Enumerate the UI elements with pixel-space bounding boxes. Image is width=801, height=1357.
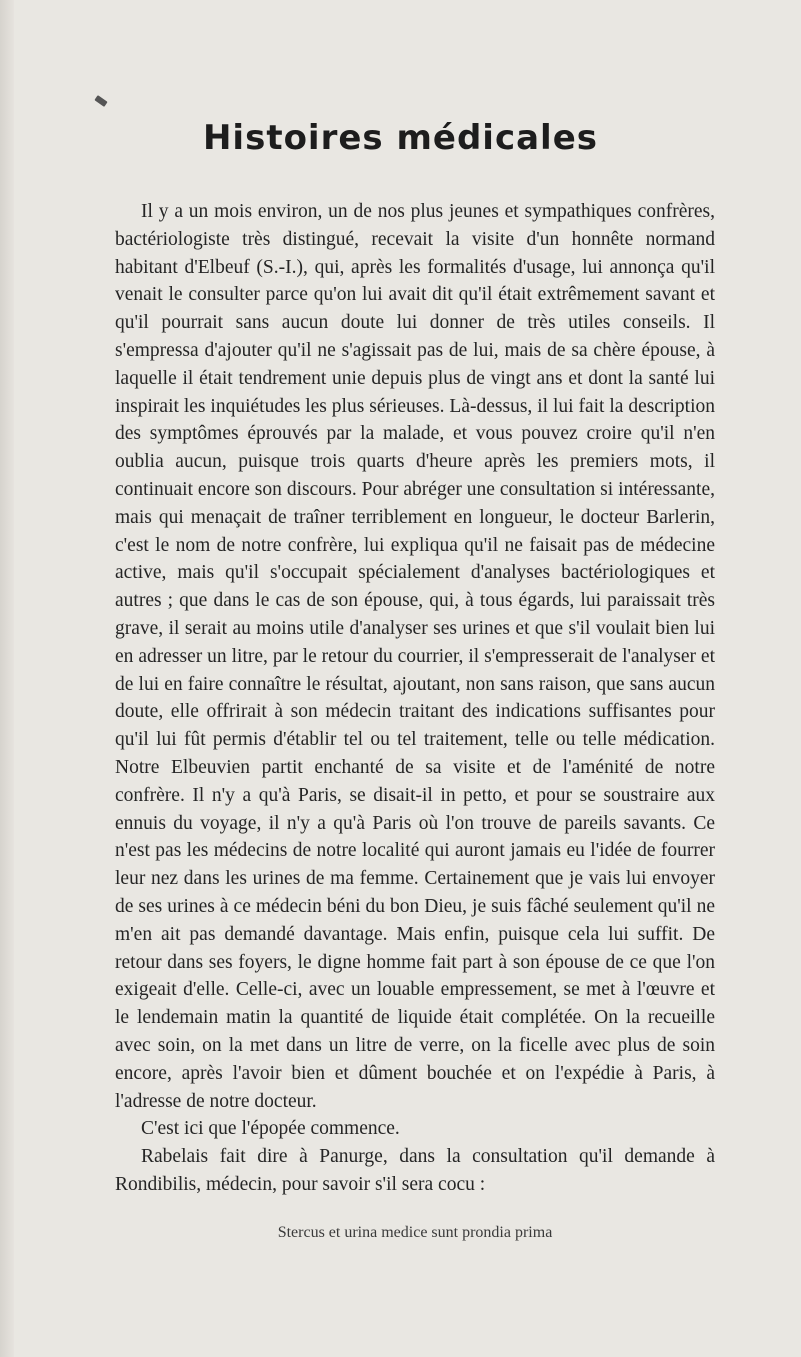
paragraph-1: Il y a un mois environ, un de nos plus jeunes et sympathiques confrères, bactériologiste très distingué, recevait la visite d'un honnête normand habitant d'Elbeuf (S.-I.), qui, après les formalités d'usage, lui annonça qu'il venait le consulter parce qu'on lui avait dit qu'il était extrêmement savant et qu'il pourrait sans aucun doute lui donner de très utiles conseils. Il s'empressa d'ajouter qu'il ne s'agissait pas de lui, mais de sa chère épouse, à laquelle il était tendrement unie depuis plus de vingt ans et dont la santé lui inspirait les inquiétudes les plus sérieuses. Là-dessus, il lui fait la description des symptômes éprouvés par la malade, et vous pouvez croire qu'il n'en oublia aucun, puisque trois quarts d'heure après les premiers mots, il continuait encore son discours. Pour abréger une consultation si intéressante, mais qui menaçait de traîner terriblement en longueur, le docteur Barlerin, c'est le nom de notre confrère, lui expliqua qu'il ne faisait pas de médecine active, mais qu'il s'occupait spécialement d'analyses bactériologiques et autres ; que dans le cas de son épouse, qui, à tous égards, lui paraissait très grave, il serait au moins utile d'analyser ses urines et que s'il voulait bien lui en adresser un litre, par le retour du courrier, il s'empresserait de l'analyser et de lui en faire connaître le résultat, ajoutant, non sans raison, que sans aucun doute, elle offrirait à son médecin traitant des indications suffisantes pour qu'il lui fût permis d'établir tel ou tel traitement, telle ou telle médication. Notre Elbeuvien partit enchanté de sa visite et de l'aménité de notre confrère. Il n'y a qu'à Paris, se disait-il in petto, et pour se soustraire aux ennuis du voyage, il n'y a qu'à Paris où l'on trouve de pareils savants. Ce n'est pas les médecins de notre localité qui auront jamais eu l'idée de fourrer leur nez dans les urines de ma femme. Certainement que je vais lui envoyer de ses urines à ce médecin béni du bon Dieu, je suis fâché seulement qu'il ne m'en ait pas demandé davantage. Mais enfin, puisque cela lui suffit. De retour dans ses foyers, le digne homme fait part à son épouse de ce que l'on exigeait d'elle. Celle-ci, avec un louable empressement, se met à l'œuvre et le lendemain matin la quantité de liquide était complétée. On la recueille avec soin, on la met dans un litre de verre, on la ficelle avec plus de soin encore, après l'avoir bien et dûment bouchée et on l'expédie à Paris, à l'adresse de notre docteur. — [115, 201, 715, 1112]
paragraph-2: C'est ici que l'épopée commence. — [141, 1118, 400, 1140]
paragraph-3: Rabelais fait dire à Panurge, dans la consultation qu'il demande à Rondibilis, médecin, pour savoir s'il sera cocu : — [115, 1146, 715, 1195]
page-title: Histoires médicales — [202, 118, 599, 158]
ink-mark — [94, 95, 107, 107]
page-binding-edge — [0, 0, 14, 1357]
latin-quote: Stercus et urina medice sunt prondia prima — [277, 1224, 553, 1241]
article-body — [115, 198, 715, 1199]
